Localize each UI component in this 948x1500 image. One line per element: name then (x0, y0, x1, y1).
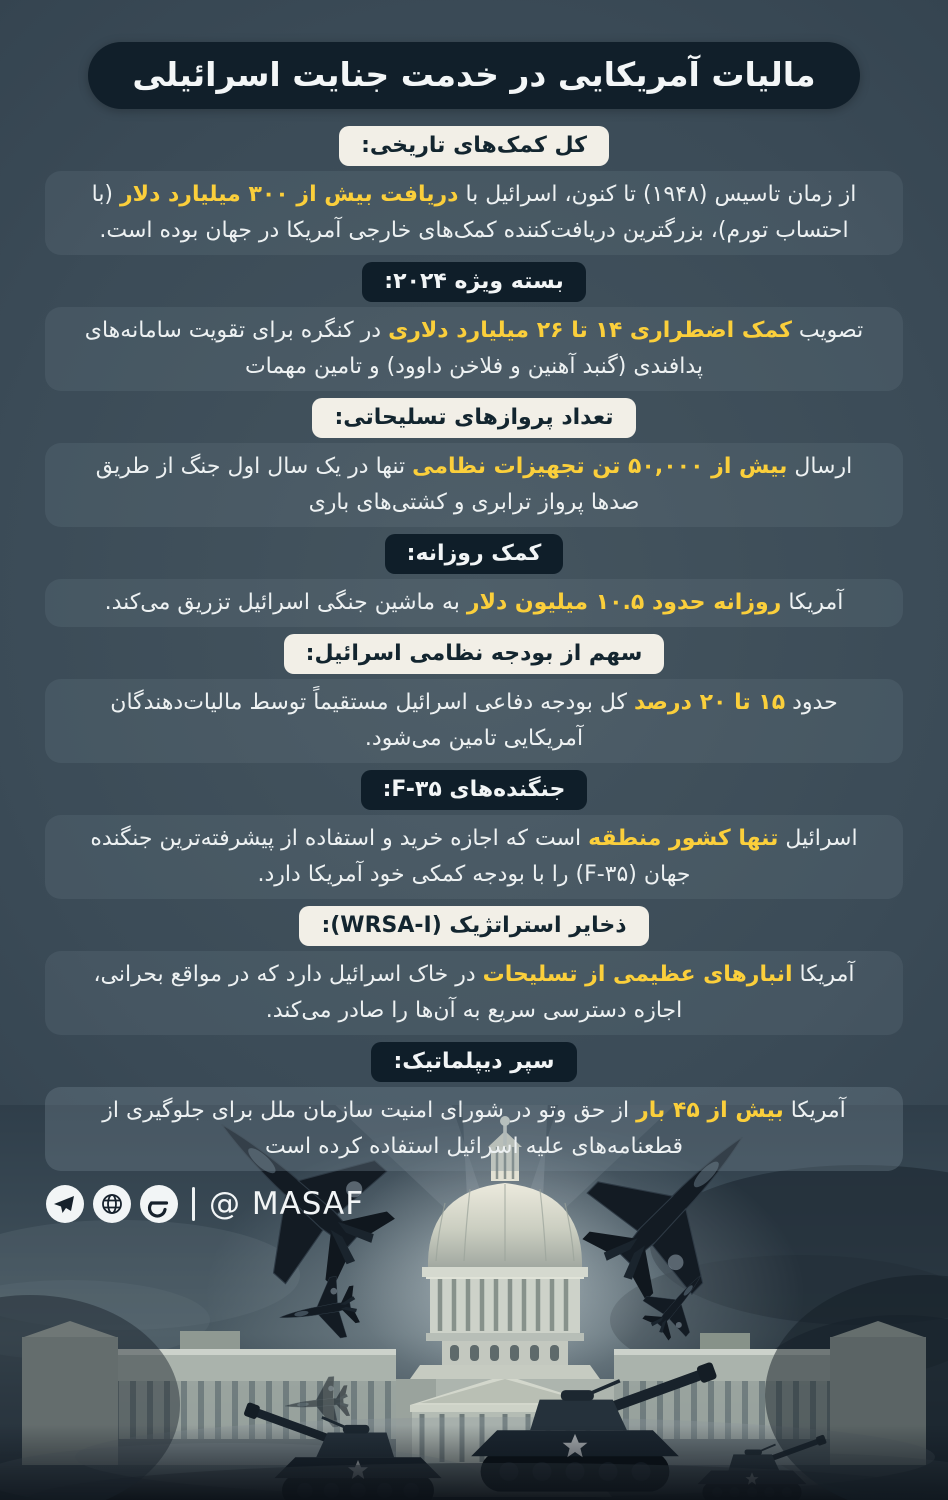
social-footer (46, 1185, 364, 1223)
body-text-highlight: بیش از ۵۰,۰۰۰ تن تجهیزات نظامی (412, 453, 788, 479)
section-body-strategic-stockpiles-wrsa (45, 951, 903, 1035)
body-text-plain: (با احتساب تورم)، بزرگترین دریافت‌کننده کمک‌های خارجی آمریکا در جهان بوده است. (91, 181, 849, 243)
body-text-highlight: دریافت بیش از ۳۰۰ میلیارد دلار (120, 181, 459, 207)
body-text-highlight: کمک اضطراری ۱۴ تا ۲۶ میلیارد دلاری (388, 317, 792, 343)
body-text-plain: از حق وتو در شورای امنیت سازمان ملل برای جلوگیری از قطعنامه‌های علیه اسرائیل استفاده کرده است (102, 1097, 684, 1159)
body-text-plain: در خاک اسرائیل دارد که در مواقع بحرانی، اجازه دسترسی سریع به آن‌ها را صادر می‌کند. (93, 961, 683, 1023)
body-text-plain: آمریکا (783, 1097, 846, 1123)
section-body-diplomatic-shield (45, 1087, 903, 1171)
section-body-f35-fighters (45, 815, 903, 899)
section-body-special-package-2024 (45, 307, 903, 391)
section-header-special-package-2024: بسته ویژه ۲۰۲۴: (362, 262, 585, 302)
body-text-plain: تصویب (791, 317, 864, 343)
social-handle: @ MASAF (209, 1185, 365, 1222)
body-text-plain: تنها در یک سال اول جنگ از طریق صدها پرواز ترابری و کشتی‌های باری (95, 453, 640, 515)
section-header-strategic-stockpiles-wrsa: ذخایر استراتژیک (WRSA-I): (299, 906, 648, 946)
body-text-highlight: روزانه حدود ۱۰.۵ میلیون دلار (466, 589, 782, 615)
section-header-f35-fighters: جنگنده‌های F-۳۵: (361, 770, 588, 810)
body-text-plain: است که اجازه خرید و استفاده از پیشرفته‌ترین جنگنده جهان (F-۳۵) را با بودجه کمکی خود آمریکا دارد. (90, 825, 691, 887)
body-text-plain: آمریکا (781, 589, 844, 615)
footer-separator (192, 1187, 195, 1221)
body-text-plain: به ماشین جنگی اسرائیل تزریق می‌کند. (104, 589, 467, 615)
page-title: مالیات آمریکایی در خدمت جنایت اسرائیلی (88, 42, 859, 109)
section-body-share-of-military-budget (45, 679, 903, 763)
body-text-plain: حدود (785, 689, 838, 715)
body-text-plain: از زمان تاسیس (۱۹۴۸) تا کنون، اسرائیل با (458, 181, 857, 207)
section-header-total-historical-aid: کل کمک‌های تاریخی: (339, 126, 609, 166)
body-text-plain: در کنگره برای تقویت سامانه‌های پدافندی (گنبد آهنین و فلاخن داوود) و تامین مهمات (84, 317, 704, 379)
section-header-diplomatic-shield: سپر دیپلماتیک: (371, 1042, 576, 1082)
section-body-weapons-flights (45, 443, 903, 527)
body-text-highlight: تنها کشور منطقه (588, 825, 779, 851)
body-text-plain: ارسال (787, 453, 853, 479)
section-header-share-of-military-budget: سهم از بودجه نظامی اسرائیل: (284, 634, 665, 674)
eitaa-icon (140, 1185, 178, 1223)
body-text-highlight: ۱۵ تا ۲۰ درصد (633, 689, 786, 715)
globe-grid-icon (93, 1185, 131, 1223)
section-body-total-historical-aid (45, 171, 903, 255)
telegram-icon (46, 1185, 84, 1223)
section-body-daily-aid (45, 579, 903, 627)
body-text-plain: اسرائیل (778, 825, 858, 851)
section-header-weapons-flights: تعداد پروازهای تسلیحاتی: (312, 398, 635, 438)
body-text-highlight: انبارهای عظیمی از تسلیحات (482, 961, 793, 987)
body-text-highlight: بیش از ۴۵ بار (636, 1097, 784, 1123)
section-header-daily-aid: کمک روزانه: (385, 534, 564, 574)
body-text-plain: آمریکا (792, 961, 855, 987)
body-text-plain: کل بودجه دفاعی اسرائیل مستقیماً توسط مالیات‌دهندگان آمریکایی تامین می‌شود. (110, 689, 634, 751)
